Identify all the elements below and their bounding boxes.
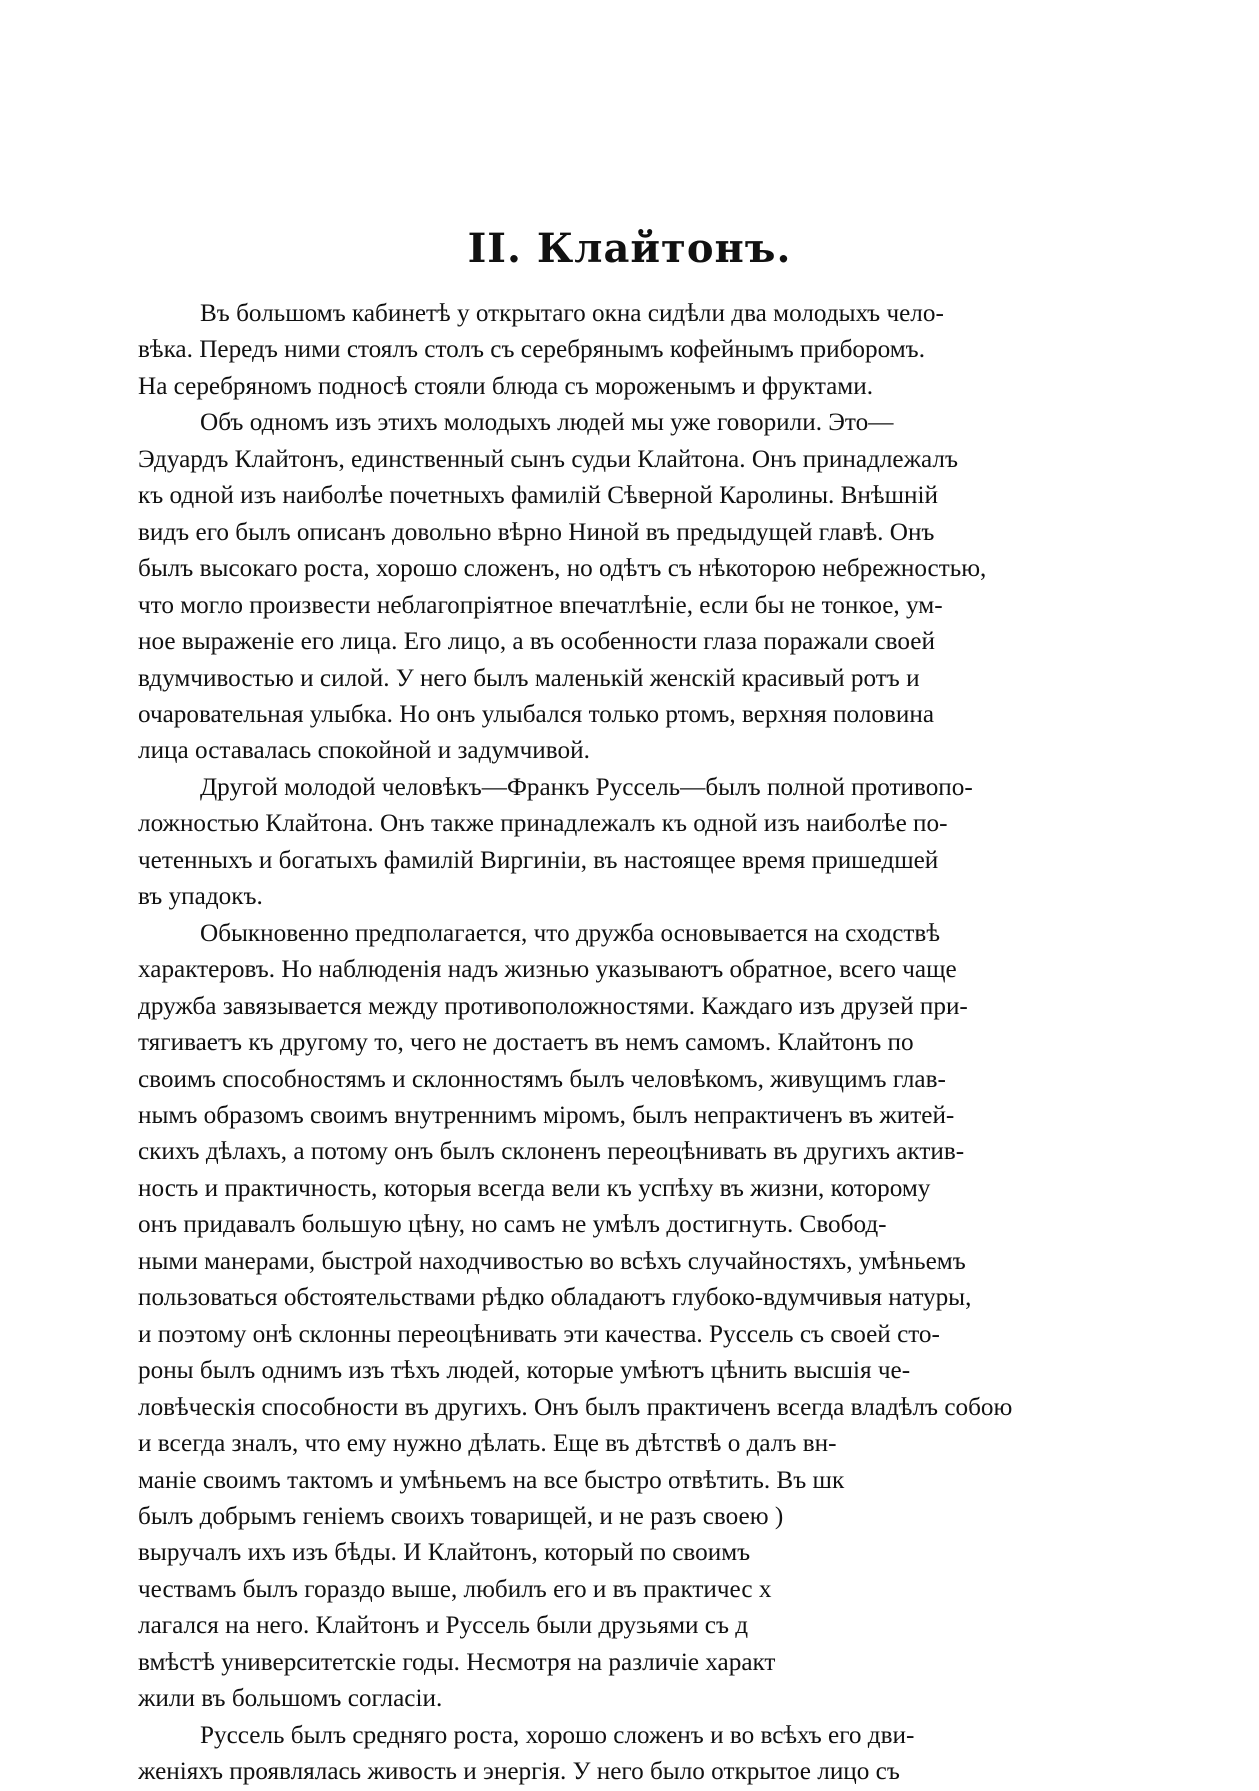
text-line: Руссель былъ средняго роста, хорошо сложенъ и во всѣхъ его дви-	[200, 1721, 915, 1749]
paragraph	[138, 916, 1120, 1718]
paragraph	[138, 770, 1120, 916]
text-line: скихъ дѣлахъ, а потому онъ былъ склоненъ переоцѣнивать въ другихъ актив-	[138, 1138, 965, 1166]
text-line: жили въ большомъ согласіи.	[138, 1685, 443, 1713]
text-line: ловѣческія способности въ другихъ. Онъ былъ практиченъ всегда владѣлъ собою	[138, 1393, 1013, 1421]
text-line: ность и практичность, которыя всегда вели къ успѣху въ жизни, которому	[138, 1174, 931, 1202]
text-line: Другой молодой человѣкъ—Франкъ Руссель—былъ полной противопо-	[200, 773, 973, 801]
text-line: и поэтому онѣ склонны переоцѣнивать эти качества. Руссель съ своей сто-	[138, 1320, 940, 1348]
text-line: ное выраженіе его лица. Его лицо, а въ особенности глаза поражали своей	[138, 628, 935, 656]
text-line: выручалъ ихъ изъ бѣды. И Клайтонъ, который по своимъ	[138, 1539, 751, 1567]
text-line: ными манерами, быстрой находчивостью во всѣхъ случайностяхъ, умѣньемъ	[138, 1247, 966, 1275]
text-line: На серебряномъ подносѣ стояли блюда съ мороженымъ и фруктами.	[138, 372, 874, 400]
text-line: вдумчивостью и силой. У него былъ маленькій женскій красивый ротъ и	[138, 664, 920, 692]
text-line: вѣка. Передъ ними стоялъ столъ съ серебрянымъ кофейнымъ приборомъ.	[138, 336, 925, 364]
text-line: видъ его былъ описанъ довольно вѣрно Ниной въ предыдущей главѣ. Онъ	[138, 518, 935, 546]
text-line: въ упадокъ.	[138, 883, 263, 911]
paragraph	[138, 296, 1120, 405]
chapter-body	[138, 296, 1120, 1791]
text-line: дружба завязывается между противоположностями. Каждаго изъ друзей при-	[138, 992, 968, 1020]
text-line: что могло произвести неблагопріятное впечатлѣніе, если бы не тонкое, ум-	[138, 591, 943, 619]
text-line: маніе своимъ тактомъ и умѣньемъ на все быстро отвѣтить. Въ шк	[138, 1466, 845, 1494]
text-line: роны былъ однимъ изъ тѣхъ людей, которые умѣютъ цѣнить высшія че-	[138, 1357, 911, 1385]
text-line: Въ большомъ кабинетѣ у открытаго окна сидѣли два молодыхъ чело-	[200, 300, 944, 327]
text-line: пользоваться обстоятельствами рѣдко обладаютъ глубоко-вдумчивыя натуры,	[138, 1284, 972, 1312]
text-line: Обыкновенно предполагается, что дружба основывается на сходствѣ	[200, 919, 940, 947]
chapter-title: II. Клайтонъ.	[467, 225, 792, 272]
text-line: характеровъ. Но наблюденія надъ жизнью указываютъ обратное, всего чаще	[138, 956, 957, 984]
text-line: ложностью Клайтона. Онъ также принадлежалъ къ одной изъ наиболѣе по-	[138, 810, 948, 838]
text-line: былъ добрымъ геніемъ своихъ товарищей, и не разъ своею )	[138, 1502, 784, 1530]
text-line: женіяхъ проявлялась живость и энергія. У него было открытое лицо съ	[138, 1758, 900, 1786]
text-line: четенныхъ и богатыхъ фамилій Виргиніи, въ настоящее время пришедшей	[138, 846, 939, 874]
text-line: нымъ образомъ своимъ внутреннимъ міромъ, былъ непрактиченъ въ житей-	[138, 1101, 955, 1129]
text-line: очаровательная улыбка. Но онъ улыбался только ртомъ, верхняя половина	[138, 700, 935, 728]
text-line: Эдуардъ Клайтонъ, единственный сынъ судьи Клайтона. Онъ принадлежалъ	[138, 445, 958, 473]
text-line: онъ придавалъ большую цѣну, но самъ не умѣлъ достигнуть. Свобод-	[138, 1211, 887, 1239]
text-line: чествамъ былъ гораздо выше, любилъ его и въ практичес х	[138, 1575, 772, 1603]
text-line: вмѣстѣ университетскіе годы. Несмотря на различіе характ	[138, 1648, 776, 1676]
text-line: къ одной изъ наиболѣе почетныхъ фамилій Сѣверной Каролины. Внѣшній	[138, 482, 938, 510]
text-line: Объ одномъ изъ этихъ молодыхъ людей мы уже говорили. Это—	[200, 409, 894, 437]
text-line: лица оставалась спокойной и задумчивой.	[138, 737, 590, 765]
text-line: своимъ способностямъ и склонностямъ былъ человѣкомъ, живущимъ глав-	[138, 1065, 946, 1093]
paragraph	[138, 1718, 1120, 1791]
text-line: былъ высокаго роста, хорошо сложенъ, но одѣтъ съ нѣкоторою небрежностью,	[138, 555, 987, 583]
text-line: и всегда зналъ, что ему нужно дѣлать. Еще въ дѣтствѣ о далъ вн-	[138, 1430, 837, 1458]
paragraph	[138, 405, 1120, 770]
text-line: лагался на него. Клайтонъ и Руссель были друзьями съ д	[138, 1612, 749, 1640]
text-line: тягиваетъ къ другому то, чего не достаетъ въ немъ самомъ. Клайтонъ по	[138, 1029, 914, 1057]
